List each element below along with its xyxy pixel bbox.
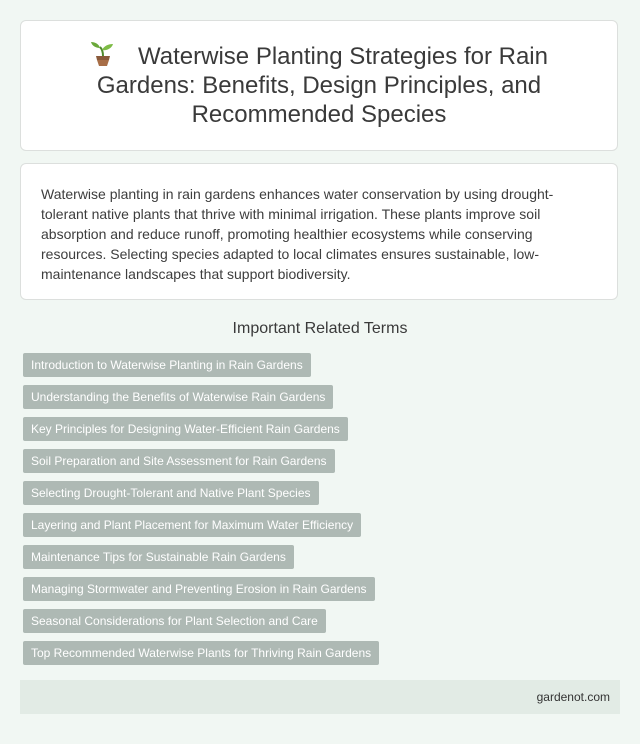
related-term-tag[interactable]: Layering and Plant Placement for Maximum Water Efficiency bbox=[23, 513, 361, 537]
related-term-tag[interactable]: Maintenance Tips for Sustainable Rain Gardens bbox=[23, 545, 294, 569]
related-terms-list bbox=[23, 353, 623, 673]
related-term-tag[interactable]: Selecting Drought-Tolerant and Native Plant Species bbox=[23, 481, 319, 505]
page-title-text: Waterwise Planting Strategies for Rain Gardens: Benefits, Design Principles, and Recommended Species bbox=[96, 43, 548, 128]
page-title bbox=[51, 42, 587, 129]
summary-card bbox=[20, 163, 618, 300]
related-term-tag[interactable]: Understanding the Benefits of Waterwise Rain Gardens bbox=[23, 385, 333, 409]
footer-site-link[interactable]: gardenot.com bbox=[536, 690, 610, 704]
related-term-tag[interactable]: Introduction to Waterwise Planting in Rain Gardens bbox=[23, 353, 311, 377]
related-term-tag[interactable]: Soil Preparation and Site Assessment for Rain Gardens bbox=[23, 449, 335, 473]
footer bbox=[20, 680, 620, 714]
related-term-tag[interactable]: Seasonal Considerations for Plant Selection and Care bbox=[23, 609, 326, 633]
related-term-tag[interactable]: Managing Stormwater and Preventing Erosion in Rain Gardens bbox=[23, 577, 375, 601]
summary-text: Waterwise planting in rain gardens enhances water conservation by using drought-tolerant native plants that thrive with minimal irrigation. These plants improve soil absorption and reduce runoff, promoting healthier ecosystems while conserving resources. Selecting species adapted to local climates ensures sustainable, low-maintenance landscapes that support biodiversity. bbox=[41, 186, 554, 282]
related-term-tag[interactable]: Key Principles for Designing Water-Efficient Rain Gardens bbox=[23, 417, 348, 441]
related-terms-heading: Important Related Terms bbox=[232, 320, 408, 337]
related-term-tag[interactable]: Top Recommended Waterwise Plants for Thriving Rain Gardens bbox=[23, 641, 379, 665]
title-card bbox=[20, 20, 618, 151]
sprout-icon bbox=[90, 42, 116, 66]
